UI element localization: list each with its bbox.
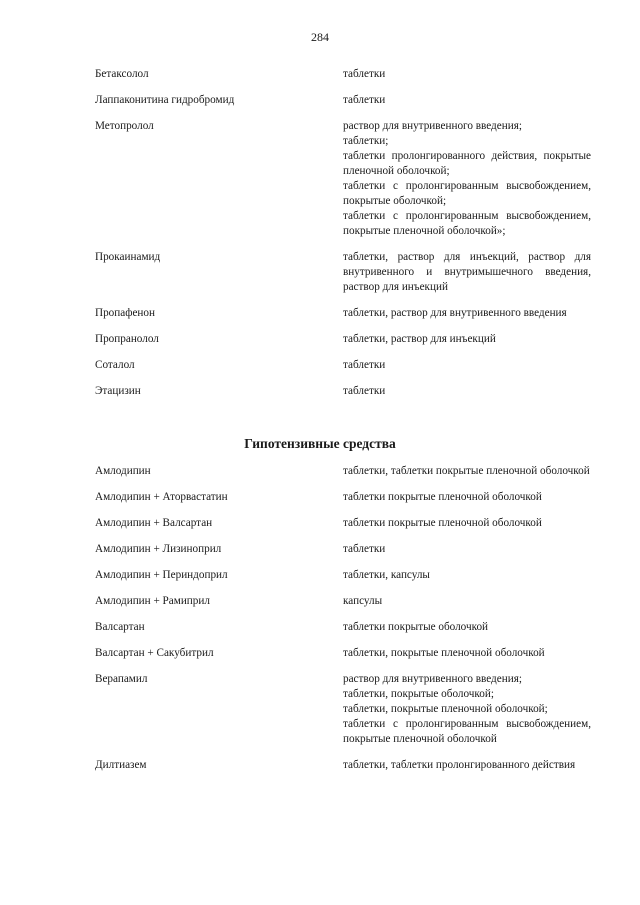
table-row — [95, 672, 591, 747]
dosage-forms: таблетки, таблетки покрытые пленочной оболочкой — [343, 465, 590, 477]
drug-name: Амлодипин + Лизиноприл — [95, 543, 222, 555]
drug-name: Пропранолол — [95, 333, 159, 345]
drug-table-group-1 — [95, 67, 591, 399]
table-row — [95, 758, 591, 773]
table-row — [95, 646, 591, 661]
dosage-forms: таблетки, раствор для внутривенного введения — [343, 307, 567, 319]
section-heading: Гипотензивные средства — [244, 436, 396, 451]
table-row — [95, 464, 591, 479]
table-row — [95, 119, 591, 239]
table-row — [95, 67, 591, 82]
dosage-forms: таблетки, раствор для инъекций, раствор для внутривенного и внутримышечного введения, раствор для инъекций — [343, 251, 591, 293]
table-row — [95, 568, 591, 583]
dosage-forms: таблетки покрытые оболочкой — [343, 621, 489, 633]
page-number: 284 — [311, 30, 329, 44]
table-row — [95, 384, 591, 399]
dosage-forms: таблетки — [343, 359, 386, 371]
drug-name: Бетаксолол — [95, 68, 149, 80]
drug-name: Пропафенон — [95, 307, 156, 319]
drug-name: Валсартан + Сакубитрил — [95, 647, 214, 659]
dosage-forms: таблетки, капсулы — [343, 569, 430, 581]
table-row — [95, 250, 591, 295]
dosage-forms: таблетки, таблетки пролонгированного действия — [343, 759, 576, 771]
dosage-forms: таблетки — [343, 385, 386, 397]
drug-table-group-2 — [95, 464, 591, 773]
drug-name: Прокаинамид — [95, 251, 161, 263]
drug-name: Соталол — [95, 359, 135, 371]
table-row — [95, 594, 591, 609]
dosage-forms: раствор для внутривенного введения; таблетки; таблетки пролонгированного действия, покрытые пленочной оболочкой; таблетки с пролонгированным высвобождением, покрытые оболочкой; таблетки с пролонгированным высвобождением, покрытые пленочной оболочкой»; — [343, 120, 591, 237]
drug-name: Амлодипин + Рамиприл — [95, 595, 210, 607]
drug-name: Амлодипин + Валсартан — [95, 517, 213, 529]
drug-name: Метопролол — [95, 120, 154, 132]
drug-name: Амлодипин + Периндоприл — [95, 569, 228, 581]
dosage-forms: таблетки покрытые пленочной оболочкой — [343, 517, 542, 529]
drug-name: Валсартан — [95, 621, 145, 633]
table-row — [95, 490, 591, 505]
drug-name: Этацизин — [95, 385, 141, 397]
dosage-forms: таблетки, раствор для инъекций — [343, 333, 496, 345]
drug-name: Амлодипин + Аторвастатин — [95, 491, 228, 503]
dosage-forms: таблетки, покрытые пленочной оболочкой — [343, 647, 545, 659]
dosage-forms: таблетки покрытые пленочной оболочкой — [343, 491, 542, 503]
dosage-forms: капсулы — [343, 595, 383, 607]
drug-name: Лаппаконитина гидробромид — [95, 94, 235, 106]
dosage-forms: таблетки — [343, 94, 386, 106]
table-row — [95, 332, 591, 347]
table-row — [95, 306, 591, 321]
drug-name: Амлодипин — [95, 465, 151, 477]
table-row — [95, 358, 591, 373]
drug-name: Верапамил — [95, 673, 148, 685]
table-row — [95, 542, 591, 557]
drug-name: Дилтиазем — [95, 759, 147, 771]
dosage-forms: таблетки — [343, 543, 386, 555]
table-row — [95, 620, 591, 635]
dosage-forms: таблетки — [343, 68, 386, 80]
table-row — [95, 93, 591, 108]
table-row — [95, 516, 591, 531]
dosage-forms: раствор для внутривенного введения; таблетки, покрытые оболочкой; таблетки, покрытые пленочной оболочкой; таблетки с пролонгированным высвобождением, покрытые пленочной оболочкой — [343, 673, 591, 745]
